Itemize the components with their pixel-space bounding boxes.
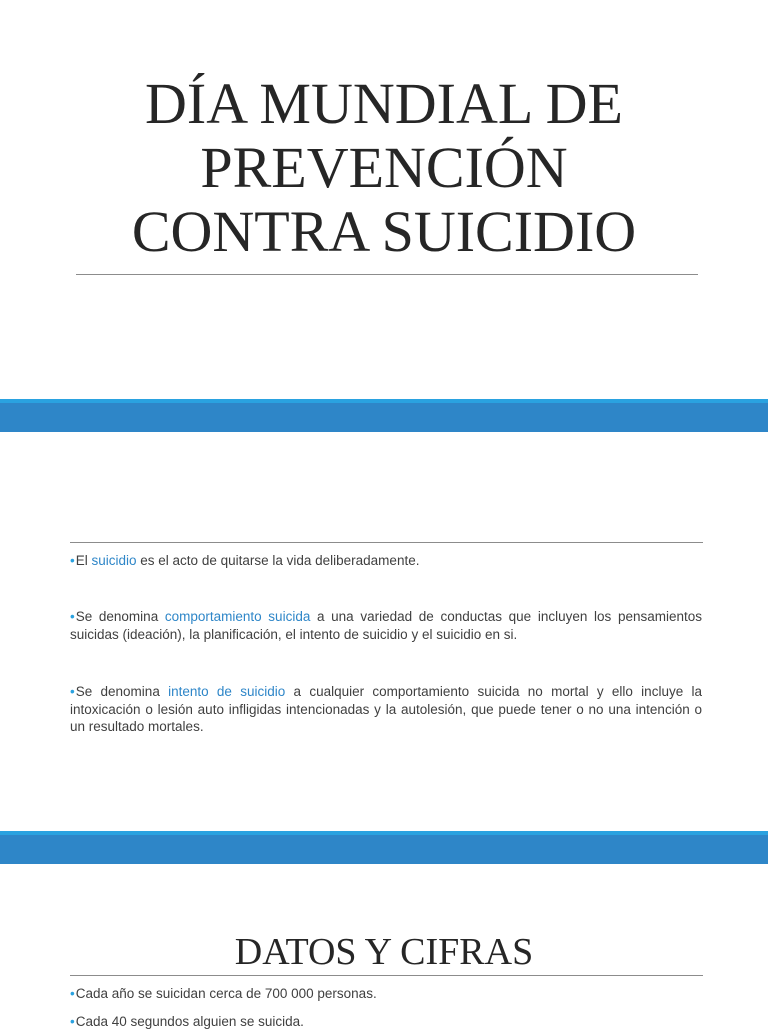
bullet-icon: • <box>70 553 75 568</box>
bullet-icon: • <box>70 684 75 699</box>
bullet-icon: • <box>70 1014 75 1029</box>
list-item: •Cada año se suicidan cerca de 700 000 personas. <box>70 986 377 1001</box>
title-divider <box>76 274 698 275</box>
title-line-2: PREVENCIÓN <box>200 135 568 200</box>
term-intento-de-suicidio: intento de suicidio <box>168 684 286 699</box>
bullet-icon: • <box>70 609 75 624</box>
term-comportamiento-suicida: comportamiento suicida <box>164 609 311 624</box>
section-title: DATOS Y CIFRAS <box>234 931 534 973</box>
paragraph-intento: •Se denomina intento de suicidio a cualquier comportamiento suicida no mortal y ello incluye la intoxicación o lesión auto infligidas intencionadas y la autolesión, que puede tener o no una intención o un resultado mortales. <box>70 684 702 734</box>
slide-separator-band <box>0 399 768 432</box>
paragraph-suicidio: •El suicidio es el acto de quitarse la vida deliberadamente. <box>70 553 420 568</box>
content-divider <box>70 542 703 543</box>
term-suicidio: suicidio <box>91 553 137 568</box>
title-line-3: CONTRA SUICIDIO <box>131 199 637 264</box>
slide-separator-band <box>0 831 768 864</box>
list-item: •Cada 40 segundos alguien se suicida. <box>70 1014 304 1029</box>
paragraph-comportamiento: •Se denomina comportamiento suicida a una variedad de conductas que incluyen los pensamientos suicidas (ideación), la planificación, el intento de suicidio y el suicidio en si. <box>70 609 702 642</box>
bullet-icon: • <box>70 986 75 1001</box>
section-divider <box>70 975 703 976</box>
title-line-1: DÍA MUNDIAL DE <box>145 71 623 136</box>
slide-title <box>0 72 768 264</box>
